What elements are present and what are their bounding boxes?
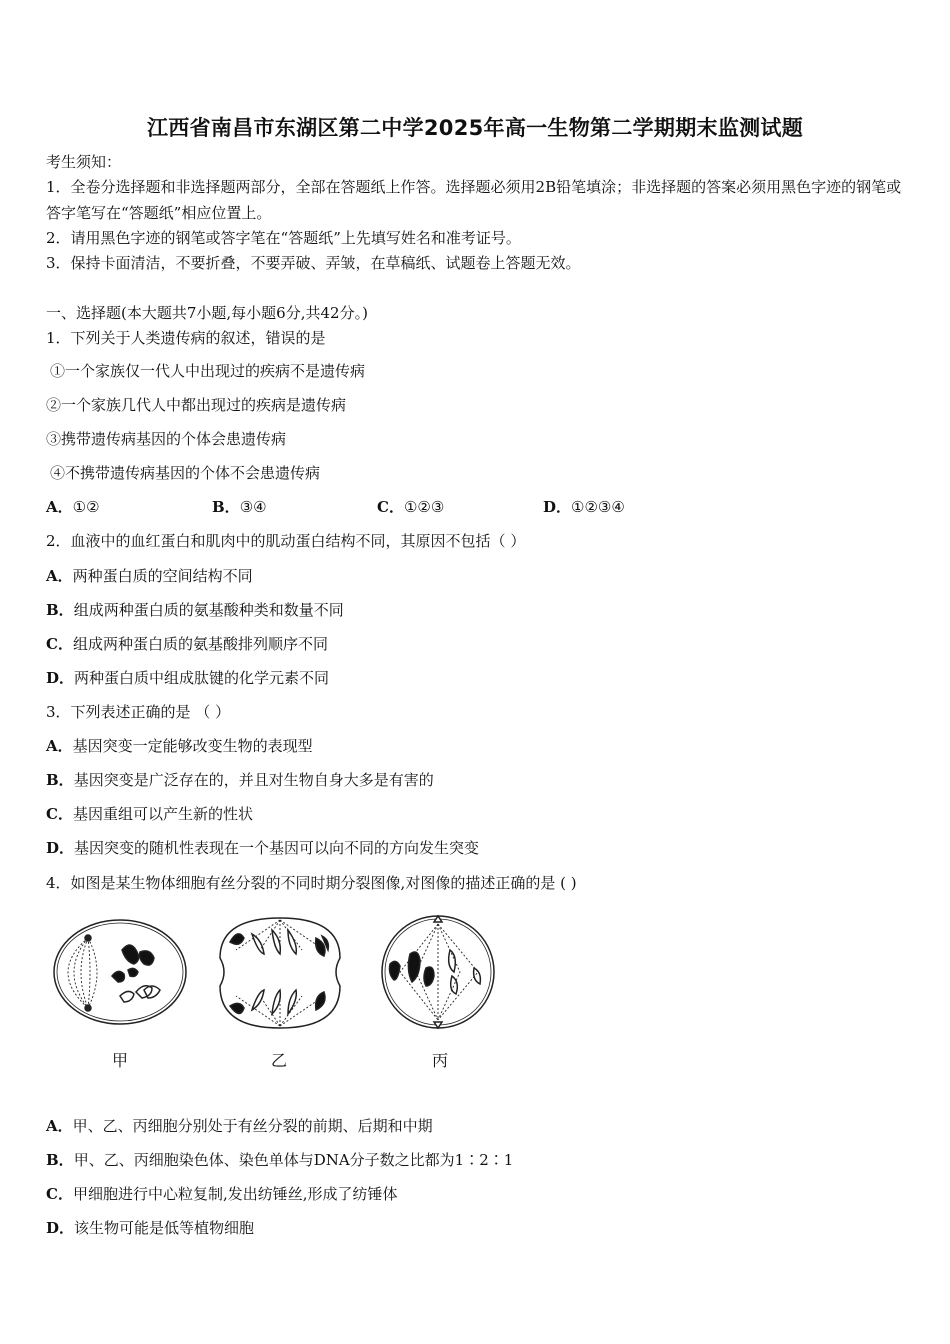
option-letter: A． [46,567,73,585]
q1-option-d[interactable] [543,496,625,517]
q4-stem: 4．如图是某生物体细胞有丝分裂的不同时期分裂图像,对图像的描述正确的是 ( ) [46,874,577,892]
option-letter: B． [212,498,240,516]
option-text: 组成两种蛋白质的氨基酸排列顺序不同 [72,635,328,653]
cell-yi [220,918,340,1028]
q4-option-b[interactable] [46,1149,513,1170]
q2-stem: 2．血液中的血红蛋白和肌肉中的肌动蛋白结构不同，其原因不包括（ ） [46,532,526,550]
option-text: 两种蛋白质中组成肽键的化学元素不同 [74,669,330,687]
notice-heading: 考生须知： [46,153,122,171]
q1-statement-4: ④不携带遗传病基因的个体不会患遗传病 [50,464,321,482]
figure-label-bing: 丙 [432,1051,449,1070]
q2-option-a[interactable] [46,565,253,586]
notice-item-3: 3．保持卡面清洁，不要折叠，不要弄破、弄皱，在草稿纸、试题卷上答题无效。 [46,254,581,272]
option-text: 甲、乙、丙细胞分别处于有丝分裂的前期、后期和中期 [72,1117,433,1135]
q4-option-a[interactable] [46,1115,433,1136]
option-text: 该生物可能是低等植物细胞 [74,1219,255,1237]
q1-statement-3: ③携带遗传病基因的个体会患遗传病 [46,430,287,448]
q4-option-c[interactable] [46,1183,398,1204]
option-letter: C． [46,635,73,653]
cell-bing [382,916,494,1028]
q3-option-a[interactable] [46,735,313,756]
option-text: ①② [72,498,100,516]
page-title: 江西省南昌市东湖区第二中学2025年高一生物第二学期期末监测试题 [146,116,804,140]
option-text: 两种蛋白质的空间结构不同 [72,567,253,585]
section-heading: 一、选择题(本大题共7小题,每小题6分,共42分。) [46,304,368,322]
option-text: 甲、乙、丙细胞染色体、染色单体与DNA分子数之比都为1∶2∶1 [73,1151,514,1169]
option-letter: A． [46,498,73,516]
option-letter: C． [46,1185,73,1203]
option-text: 基因重组可以产生新的性状 [72,805,253,823]
option-text: 甲细胞进行中心粒复制,发出纺锤丝,形成了纺锤体 [72,1185,398,1203]
figure-label-yi: 乙 [271,1051,288,1070]
q3-option-c[interactable] [46,803,253,824]
option-letter: A． [46,737,73,755]
option-letter: B． [46,1151,74,1169]
option-letter: D． [46,1219,75,1237]
q3-stem: 3．下列表述正确的是 （ ） [46,703,231,721]
q3-option-d[interactable] [46,837,479,858]
figure-label-jia: 甲 [112,1051,129,1070]
notice-item-1: 1．全卷分选择题和非选择题两部分，全部在答题纸上作答。选择题必须用2B铅笔填涂；非选择题的答案必须用黑色字迹的钢笔或答字笔写在“答题纸”相应位置上。 [46,178,902,222]
option-letter: B． [46,771,74,789]
q1-option-c[interactable] [377,496,444,517]
option-text: 基因突变是广泛存在的，并且对生物自身大多是有害的 [73,771,434,789]
option-letter: C． [377,498,404,516]
option-text: 基因突变一定能够改变生物的表现型 [72,737,313,755]
option-letter: A． [46,1117,73,1135]
q4-option-d[interactable] [46,1217,254,1238]
option-letter: D． [46,669,75,687]
notice-item-2: 2．请用黑色字迹的钢笔或答字笔在“答题纸”上先填写姓名和准考证号。 [46,229,521,247]
q2-option-c[interactable] [46,633,328,654]
option-text: ①②③④ [571,498,625,516]
q1-option-b[interactable] [212,496,267,517]
option-letter: D． [46,839,75,857]
q1-statement-2: ②一个家族几代人中都出现过的疾病是遗传病 [46,396,347,414]
option-text: ③④ [239,498,267,516]
cell-jia [54,920,186,1024]
option-text: 基因突变的随机性表现在一个基因可以向不同的方向发生突变 [74,839,480,857]
option-letter: B． [46,601,74,619]
option-text: ①②③ [403,498,445,516]
q1-statement-1: ①一个家族仅一代人中出现过的疾病不是遗传病 [50,362,366,380]
q2-option-d[interactable] [46,667,329,688]
q1-stem: 1．下列关于人类遗传病的叙述，错误的是 [46,329,326,347]
q2-option-b[interactable] [46,599,344,620]
q3-option-b[interactable] [46,769,434,790]
option-letter: D． [543,498,572,516]
option-letter: C． [46,805,73,823]
q1-option-a[interactable] [46,496,100,517]
option-text: 组成两种蛋白质的氨基酸种类和数量不同 [73,601,344,619]
